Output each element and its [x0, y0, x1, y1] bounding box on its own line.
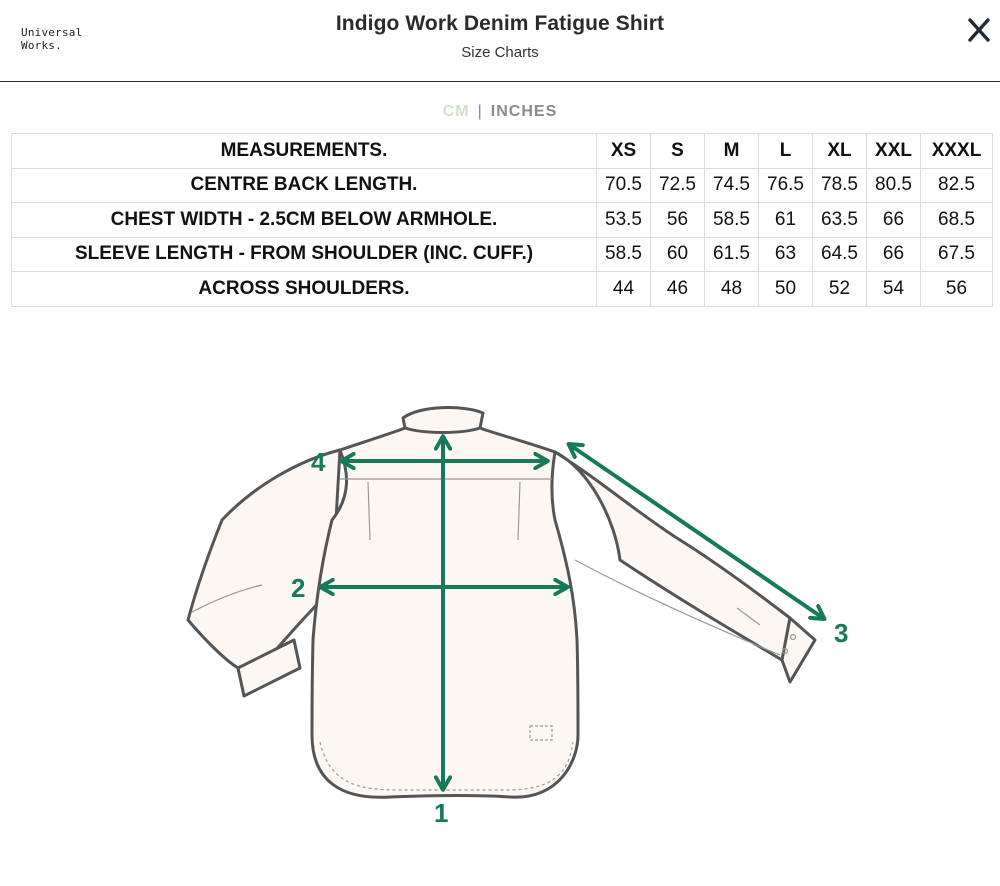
table-cell: 72.5	[651, 168, 705, 203]
logo-line-1: Universal	[21, 26, 83, 39]
table-cell: 58.5	[705, 203, 759, 238]
table-cell: 56	[651, 203, 705, 238]
unit-toggle	[0, 103, 1000, 121]
table-cell: 50	[759, 272, 813, 307]
table-cell: 64.5	[813, 237, 867, 272]
header-cell-size: XS	[597, 134, 651, 169]
table-cell: 70.5	[597, 168, 651, 203]
row-label: CHEST WIDTH - 2.5CM BELOW ARMHOLE.	[12, 203, 597, 238]
table-row	[12, 203, 993, 238]
table-cell: 63	[759, 237, 813, 272]
modal-header	[0, 0, 1000, 82]
table-row	[12, 272, 993, 307]
row-label: ACROSS SHOULDERS.	[12, 272, 597, 307]
shirt-measurement-diagram	[180, 395, 860, 835]
header-cell-size: XL	[813, 134, 867, 169]
table-row	[12, 237, 993, 272]
page-title: Indigo Work Denim Fatigue Shirt	[335, 12, 665, 35]
table-cell: 44	[597, 272, 651, 307]
table-cell: 46	[651, 272, 705, 307]
table-cell: 76.5	[759, 168, 813, 203]
table-cell: 80.5	[867, 168, 921, 203]
table-cell: 63.5	[813, 203, 867, 238]
row-label: CENTRE BACK LENGTH.	[12, 168, 597, 203]
table-row	[12, 168, 993, 203]
marker-2: 2	[291, 573, 306, 603]
marker-3: 3	[834, 618, 849, 648]
table-cell: 52	[813, 272, 867, 307]
table-cell: 66	[867, 203, 921, 238]
title-block	[0, 12, 1000, 61]
table-header-row	[12, 134, 993, 169]
table-cell: 48	[705, 272, 759, 307]
header-cell-measurements: MEASUREMENTS.	[12, 134, 597, 169]
table-cell: 78.5	[813, 168, 867, 203]
table-cell: 68.5	[921, 203, 993, 238]
page-subtitle: Size Charts	[461, 44, 539, 61]
table-cell: 66	[867, 237, 921, 272]
table-cell: 82.5	[921, 168, 993, 203]
unit-separator: |	[477, 103, 483, 120]
table-cell: 60	[651, 237, 705, 272]
header-cell-size: XXXL	[921, 134, 993, 169]
header-cell-size: S	[651, 134, 705, 169]
header-cell-size: XXL	[867, 134, 921, 169]
table-cell: 53.5	[597, 203, 651, 238]
marker-1: 1	[434, 798, 449, 828]
close-icon	[964, 15, 994, 45]
header-cell-size: L	[759, 134, 813, 169]
unit-inches-tab[interactable]: INCHES	[490, 103, 558, 120]
header-cell-size: M	[705, 134, 759, 169]
logo-line-2: Works.	[21, 39, 62, 52]
table-cell: 58.5	[597, 237, 651, 272]
close-button[interactable]	[964, 15, 994, 45]
size-chart-table	[11, 133, 993, 307]
table-cell: 61	[759, 203, 813, 238]
table-cell: 74.5	[705, 168, 759, 203]
table-cell: 67.5	[921, 237, 993, 272]
table-cell: 54	[867, 272, 921, 307]
table-cell: 56	[921, 272, 993, 307]
marker-4: 4	[311, 447, 326, 477]
unit-cm-tab[interactable]: CM	[442, 103, 470, 120]
shirt-illustration	[188, 408, 815, 798]
row-label: SLEEVE LENGTH - FROM SHOULDER (INC. CUFF.)	[12, 237, 597, 272]
table-cell: 61.5	[705, 237, 759, 272]
